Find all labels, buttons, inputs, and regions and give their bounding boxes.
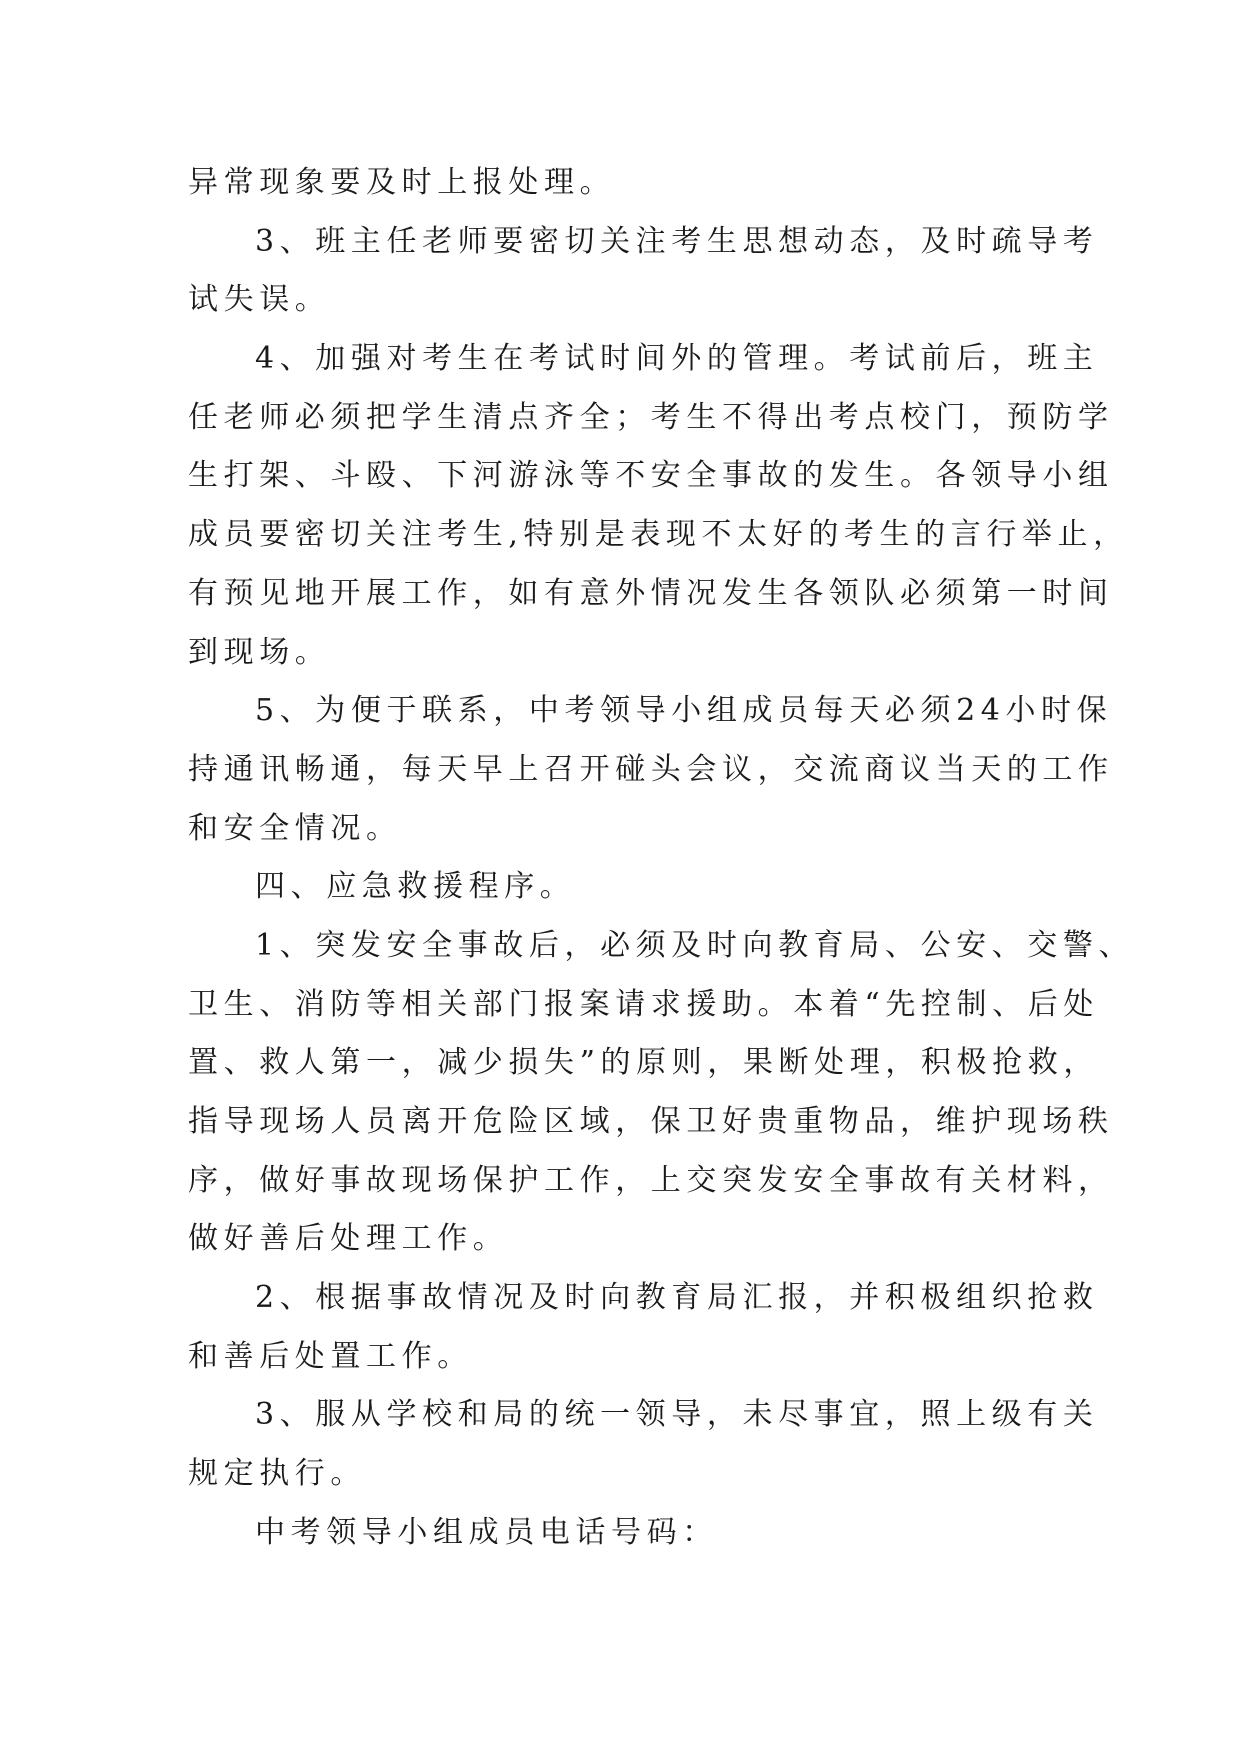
text-line: 3、服从学校和局的统一领导，未尽事宜，照上级有关 xyxy=(255,1397,1099,1433)
text-line: 异常现象要及时上报处理。 xyxy=(188,165,616,200)
text-line: 卫生、消防等相关部门报案请求援助。本着“先控制、后处 xyxy=(188,986,1099,1022)
text-line: 试失误。 xyxy=(188,282,331,318)
text-line: 置、救人第一，减少损失”的原则，果断处理，积极抢救， xyxy=(188,1045,1099,1081)
text-line: 生打架、斗殴、下河游泳等不安全事故的发生。各领导小组 xyxy=(188,458,1114,494)
text-line: 4、加强对考生在考试时间外的管理。考试前后，班主 xyxy=(255,341,1099,377)
document-body xyxy=(188,154,1135,1563)
text-line: 任老师必须把学生清点齐全；考生不得出考点校门，预防学 xyxy=(188,399,1114,435)
text-line: 指导现场人员离开危险区域，保卫好贵重物品，维护现场秩 xyxy=(188,1104,1114,1139)
text-line: 有预见地开展工作，如有意外情况发生各领队必须第一时间 xyxy=(188,575,1114,611)
section-heading: 四、应急救援程序。 xyxy=(255,869,576,905)
text-line: 3、班主任老师要密切关注考生思想动态，及时疏导考 xyxy=(255,223,1099,259)
text-line: 和善后处置工作。 xyxy=(188,1338,473,1374)
text-line: 规定执行。 xyxy=(188,1456,366,1492)
text-line: 成员要密切关注考生,特别是表现不太好的考生的言行举止， xyxy=(188,517,1129,553)
text-line: 持通讯畅通，每天早上召开碰头会议，交流商议当天的工作 xyxy=(188,751,1114,787)
text-line: 2、根据事故情况及时向教育局汇报，并积极组织抢救 xyxy=(255,1280,1099,1316)
text-line: 和安全情况。 xyxy=(188,810,402,846)
text-line: 序，做好事故现场保护工作，上交突发安全事故有关材料， xyxy=(188,1162,1114,1198)
text-line: 中考领导小组成员电话号码： xyxy=(255,1514,718,1550)
text-line: 做好善后处理工作。 xyxy=(188,1221,509,1257)
text-line: 1、突发安全事故后，必须及时向教育局、公安、交警、 xyxy=(255,927,1135,963)
text-line: 到现场。 xyxy=(188,634,331,670)
text-line: 5、为便于联系，中考领导小组成员每天必须24小时保 xyxy=(255,693,1113,729)
